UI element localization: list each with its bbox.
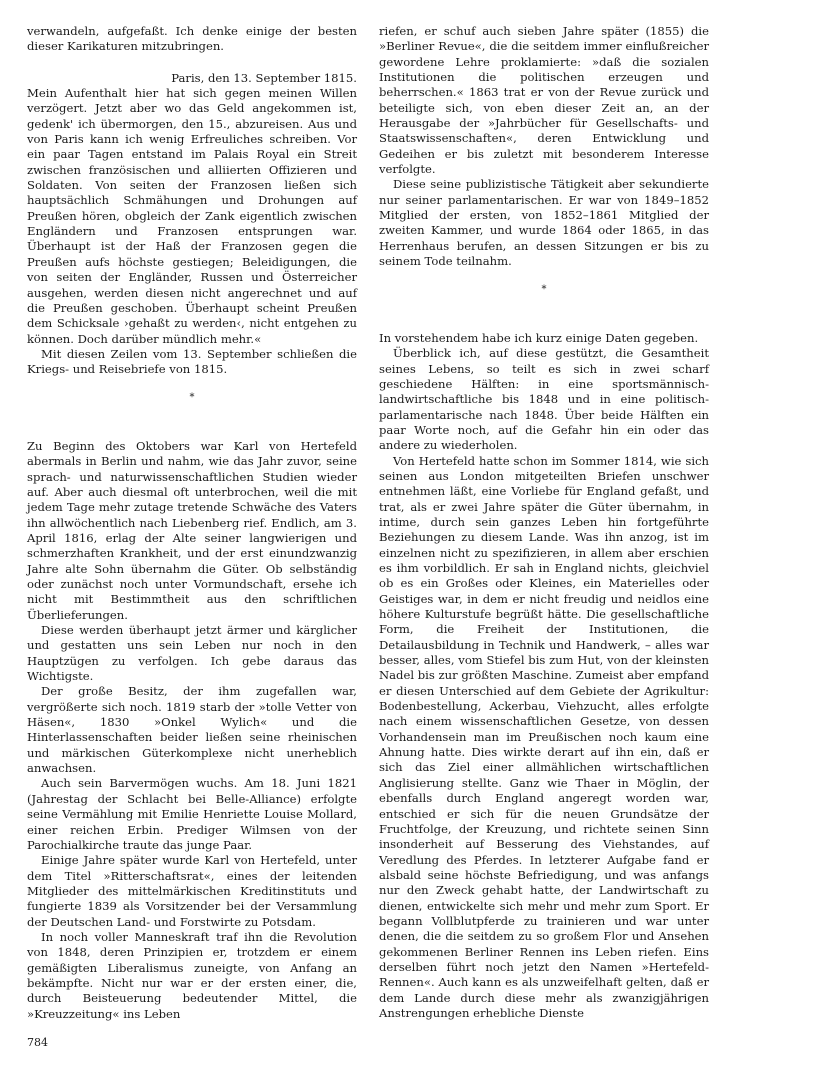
section-separator: * — [189, 391, 195, 403]
paragraph: In vorstehendem habe ich kurz einige Daten gegeben. — [379, 330, 699, 345]
paragraph: Der große Besitz, der ihm zugefallen war, vergrößerte sich noch. 1819 starb der »tolle Vetter von Häsen«, 1830 »Onkel Wylich« und die Hinterlassenschaften beider ließen seine rheinischen und märkischen Güterkomplexe nicht unerheblich anwachsen. — [27, 684, 357, 776]
paragraph: Einige Jahre später wurde Karl von Hertefeld, unter dem Titel »Ritterschaftsrat«, eines der leitenden Mitglieder des mittelmärkischen Kreditinstituts und fungierte 1839 als Vorsitzender bei der Versammlung der Deutschen Land- und Forstwirte zu Potsdam. — [27, 853, 357, 929]
page-number: 784 — [27, 1036, 48, 1049]
letter-date: Paris, den 13. September 1815. — [171, 70, 357, 85]
left-column — [27, 24, 357, 1022]
paragraph: Diese seine publizistische Tätigkeit aber sekundierte nur seiner parlamentarischen. Er war von 1849–1852 Mitglied der ersten, von 1852–1861 Mitglied der zweiten Kammer, und wurde 1864 oder 1865, in das Herrenhaus berufen, an dessen Sitzungen er bis zu seinem Tode teilnahm. — [379, 177, 709, 269]
paragraph: Diese werden überhaupt jetzt ärmer und kärglicher und gestatten uns sein Leben nur noch in den Hauptzügen zu verfolgen. Ich gebe daraus das Wichtigste. — [27, 623, 357, 684]
paragraph: Zu Beginn des Oktobers war Karl von Hertefeld abermals in Berlin und nahm, wie das Jahr zuvor, seine sprach- und naturwissenschaftlichen Studien wieder auf. Aber auch diesmal oft unterbrochen, weil die mit jedem Tage mehr zutage tretende Schwäche des Vaters ihn allwöchentlich nach Liebenberg rief. Endlich, am 3. April 1816, erlag der Alte seiner langwierigen und schmerzhaften Krankheit, und der erst einundzwanzig Jahre alte Sohn übernahm die Güter. Ob selbständig oder zunächst noch unter Vormundschaft, ersehe ich nicht mit Bestimmtheit aus den schriftlichen Überlieferungen. — [27, 438, 357, 622]
paragraph: riefen, er schuf auch sieben Jahre später (1855) die »Berliner Revue«, die die seitdem immer einflußreicher gewordene Lehre proklamierte: »daß die sozialen Institutionen die politischen erzeugen und beherrschen.« 1863 trat er von der Revue zurück und beteiligte sich, von eben dieser Zeit an, an der Herausgabe der »Jahrbücher für Gesellschafts- und Staatswissenschaften«, deren Entwicklung und Gedeihen er bis zuletzt mit besonderem Interesse verfolgte. — [379, 24, 709, 177]
paragraph: Mit diesen Zeilen vom 13. September schließen die Kriegs- und Reisebriefe von 1815. — [27, 346, 357, 377]
paragraph: Auch sein Barvermögen wuchs. Am 18. Juni 1821 (Jahrestag der Schlacht bei Belle-Alliance) erfolgte seine Vermählung mit Emilie Henriette Louise Mollard, einer reichen Erbin. Prediger Wilmsen von der Parochialkirche traute das junge Paar. — [27, 776, 357, 852]
paragraph: Überblick ich, auf diese gestützt, die Gesamtheit seines Lebens, so teilt es sich in zwei scharf geschiedene Hälften: in eine sportsmännisch-landwirtschaftliche bis 1848 und in eine politisch-parlamentarische nach 1848. Über beide Hälften ein paar Worte noch, auf die Gefahr hin ein oder das andere zu wiederholen. — [379, 346, 709, 453]
section-separator: * — [541, 283, 547, 295]
paragraph: In noch voller Manneskraft traf ihn die Revolution von 1848, deren Prinzipien er, trotzdem er einem gemäßigten Liberalismus zuneigte, von Anfang an bekämpfte. Nicht nur war er der ersten einer, die, durch Beisteuerung bedeutender Mittel, die »Kreuzzeitung« ins Leben — [27, 929, 357, 1021]
paragraph: verwandeln, aufgefaßt. Ich denke einige der besten dieser Karikaturen mitzubringen. — [27, 24, 357, 54]
paragraph: Mein Aufenthalt hier hat sich gegen meinen Willen verzögert. Jetzt aber wo das Geld angekommen ist, gedenk' ich übermorgen, den 15., abzureisen. Aus und von Paris kann ich wenig Erfreuliches schreiben. Vor ein paar Tagen entstand im Palais Royal ein Streit zwischen französischen und alliierten Offizieren und Soldaten. Von seiten der Franzosen ließen sich hauptsächlich Schmähungen und Drohungen auf Preußen hören, obgleich der Zank eigentlich zwischen Engländern und Franzosen entsprungen war. Überhaupt ist der Haß der Franzosen gegen die Preußen aufs höchste gestiegen; Beleidigungen, die von seiten der Engländer, Russen und Österreicher ausgehen, werden diesen nicht angerechnet und auf die Preußen geschoben. Überhaupt scheint Preußen dem Schicksale ›gehaßt zu werden‹, nicht entgehen zu können. Doch darüber mündlich mehr.« — [27, 86, 357, 346]
right-column — [379, 24, 709, 1021]
paragraph: Von Hertefeld hatte schon im Sommer 1814, wie sich seinen aus London mitgeteilten Briefen unschwer entnehmen läßt, eine Vorliebe für England gefaßt, und trat, als er zwei Jahre später die Güter übernahm, in intime, durch sein ganzes Leben hin fortgeführte Beziehungen zu diesem Lande. Was ihn anzog, ist im einzelnen nicht zu spezifizieren, in allem aber erschien es ihm vorbildlich. Er sah in England nichts, gleichviel ob es ein Großes oder Kleines, ein Materielles oder Geistiges war, in dem er nicht freudig und neidlos eine höhere Kulturstufe begrüßt hätte. Die gesellschaftliche Form, die Freiheit der Institutionen, die Detailausbildung in Technik und Handwerk, – alles war besser, alles, vom Stiefel bis zum Hut, von der kleinsten Nadel bis zur größten Maschine. Zumeist aber empfand er diesen Unterschied auf dem Gebiete der Agrikultur: Bodenbestellung, Ackerbau, Viehzucht, alles erfolgte nach einem wissenschaftlichen Gesetze, von dessen Vorhandensein man im Preußischen noch kaum eine Ahnung hatte. Dies wirkte derart auf ihn ein, daß er sich das Ziel einer allmählichen wirtschaftlichen Anglisierung stellte. Ganz wie Thaer in Möglin, der ebenfalls durch England angeregt worden war, entschied er sich für die neuen Grundsätze der Fruchtfolge, der Kreuzung, und richtete seinen Sinn insonderheit auf Besserung des Viehstandes, auf Veredlung des Pferdes. In letzterer Aufgabe fand er alsbald seine höchste Befriedigung, und was anfangs nur den Zweck gehabt hatte, der Landwirtschaft zu dienen, entwickelte sich mehr und mehr zum Sport. Er begann Vollblutpferde zu trainieren und war unter denen, die die seitdem zu so großem Flor und Ansehen gekommenen Berliner Rennen ins Leben riefen. Eins derselben führt noch jetzt den Namen »Hertefeld-Rennen«. Auch kann es als unzweifelhaft gelten, daß er dem Lande durch diese mehr als zwanzigjährigen Anstrengungen erhebliche Dienste — [379, 453, 709, 1020]
